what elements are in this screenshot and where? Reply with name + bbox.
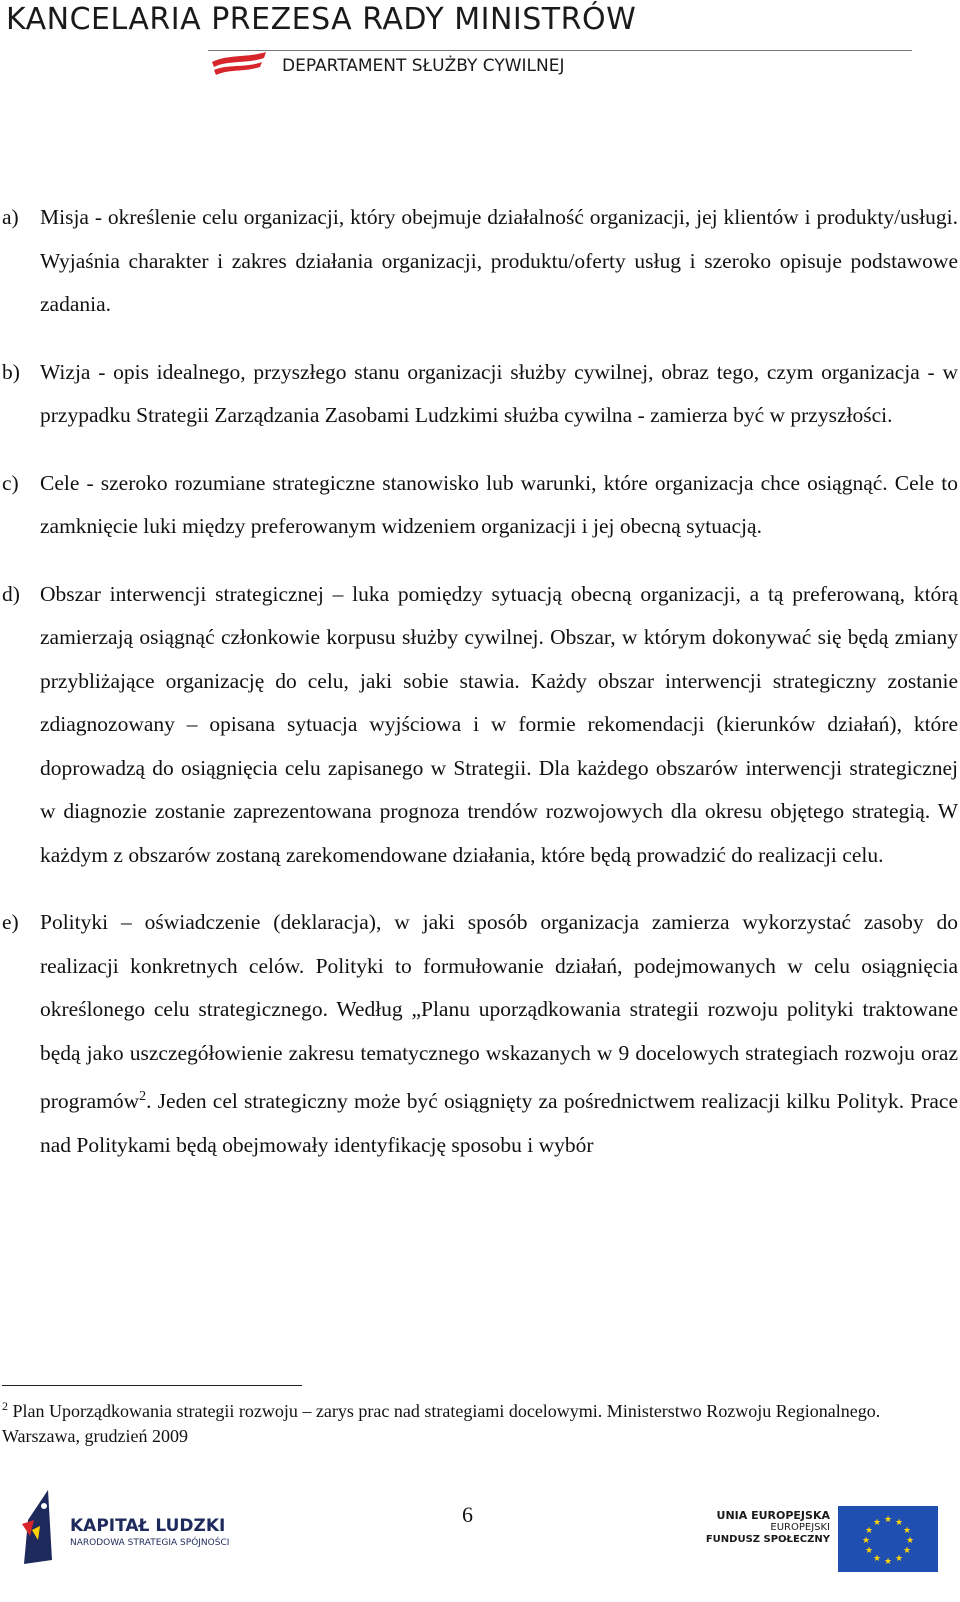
item-text-part: . Jeden cel strategiczny może być osiągnięty za pośrednictwem realizacji kilku Polityk. Prace nad Politykami będą obejmowały identyfikację sposobu i wybór [40, 1089, 958, 1157]
definition-item [0, 462, 958, 549]
svg-text:★: ★ [894, 1554, 904, 1564]
item-text: Cele - szeroko rozumiane strategiczne stanowisko lub warunki, które organizacja chce osiągnąć. Cele to zamknięcie luki między preferowanym widzeniem organizacji i jej obecną sytuacją. [40, 470, 958, 538]
department-name: DEPARTAMENT SŁUŻBY CYWILNEJ [282, 56, 565, 76]
svg-text:★: ★ [864, 1526, 874, 1536]
definition-item [0, 573, 958, 878]
svg-text:★: ★ [872, 1518, 882, 1528]
item-label: a) [2, 205, 19, 229]
item-label: d) [2, 581, 20, 606]
definition-item [0, 901, 958, 1167]
institution-title: KANCELARIA PREZESA RADY MINISTRÓW [6, 2, 637, 37]
footnote-ref[interactable]: 2 [139, 1089, 147, 1104]
definition-item [0, 196, 958, 327]
polish-flag-icon [210, 50, 270, 76]
eu-logo-text [700, 1510, 830, 1546]
item-text [40, 901, 958, 1167]
svg-text:★: ★ [905, 1536, 915, 1546]
page-footer [0, 1490, 960, 1602]
svg-text:★: ★ [864, 1546, 874, 1556]
item-label: c) [2, 470, 19, 495]
footnote [2, 1394, 932, 1449]
footnote-divider [2, 1385, 302, 1386]
page-number: 6 [462, 1502, 473, 1527]
item-text-part: Polityki – oświadczenie (deklaracja), w jaki sposób organizacja zamierza wykorzystać zasoby do realizacji konkretnych celów. Polityki to formułowanie działań, podejmowanych w celu osiągnięcia określonego celu strategicznego. Według „Planu uporządkowania strategii rozwoju polityki traktowane będą jako uszczegółowienie zakresu tematycznego wskazanych w 9 docelowych strategiach rozwoju oraz programów [40, 910, 958, 1114]
letterhead [0, 0, 960, 90]
item-text: Obszar interwencji strategicznej – luka pomiędzy sytuacją obecną organizacji, a tą preferowaną, którą zamierzają osiągnąć członkowie korpusu służby cywilnej. Obszar, w którym dokonywać się będą zmiany przybliżające organizację do celu, jaki sobie stawia. Każdy obszar interwencji strategiczny zostanie zdiagnozowany – opisana sytuacja wyjściowa i w formie rekomendacji (kierunków działań), które doprowadzą do osiągnięcia celu zapisanego w Strategii. Dla każdego obszarów interwencji strategicznej w diagnozie zostanie zaprezentowana prognoza trendów rozwojowych dla okresu objętego strategią. W każdym z obszarów zostaną zarekomendowane działania, które będą prowadzić do realizacji celu. [40, 581, 958, 867]
item-text: Misja - określenie celu organizacji, który obejmuje działalność organizacji, jej klientów i produkty/usługi. Wyjaśnia charakter i zakres działania organizacji, produktu/oferty usług i szeroko opisuje podstawowe zadania. [40, 205, 958, 316]
item-label: e) [2, 910, 19, 934]
eu-fund-line1: EUROPEJSKI [770, 1522, 830, 1533]
eu-name: UNIA EUROPEJSKA [716, 1509, 830, 1522]
svg-text:★: ★ [872, 1554, 882, 1564]
kapital-ludzki-title: KAPITAŁ LUDZKI [70, 1516, 226, 1536]
svg-text:★: ★ [861, 1536, 871, 1546]
header-divider [208, 50, 912, 51]
eu-flag-icon [838, 1506, 938, 1572]
svg-text:★: ★ [883, 1557, 893, 1567]
item-text: Wizja - opis idealnego, przyszłego stanu organizacji służby cywilnej, obraz tego, czym organizacja - w przypadku Strategii Zarządzania Zasobami Ludzkimi służba cywilna - zamierza być w przyszłości. [40, 359, 958, 427]
svg-text:★: ★ [902, 1526, 912, 1536]
footnote-text: Plan Uporządkowania strategii rozwoju – zarys prac nad strategiami docelowymi. Ministerstwo Rozwoju Regionalnego. Warszawa, grudzień 2009 [2, 1401, 881, 1446]
kapital-ludzki-subtitle: NARODOWA STRATEGIA SPÓJNOŚCI [70, 1538, 230, 1548]
footnote-number: 2 [2, 1399, 8, 1413]
svg-text:★: ★ [894, 1518, 904, 1528]
svg-text:★: ★ [902, 1546, 912, 1556]
item-label: b) [2, 359, 20, 384]
svg-text:★: ★ [883, 1515, 893, 1525]
eu-fund-line2: FUNDUSZ SPOŁECZNY [705, 1534, 830, 1545]
kapital-ludzki-logo-icon [18, 1490, 63, 1564]
definition-item [0, 351, 958, 438]
body-text [0, 196, 958, 1191]
